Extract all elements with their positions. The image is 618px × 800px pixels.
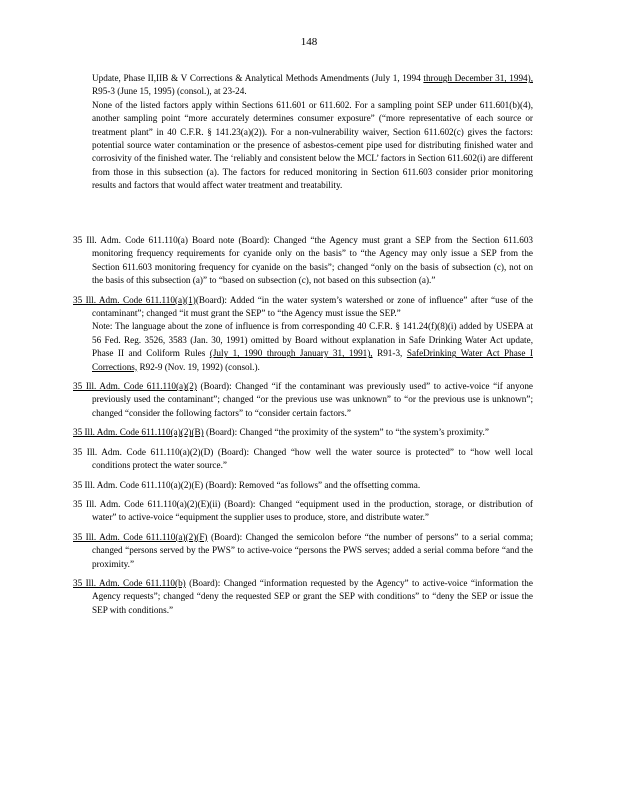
entry-cite: 35 Ill. Adm. Code 611.110(b) bbox=[73, 577, 186, 588]
entry-1 bbox=[73, 294, 533, 321]
intro-underlined-dates: through December 31, 1994), bbox=[423, 73, 533, 83]
entry-2 bbox=[73, 380, 533, 420]
intro-text-a: Update, Phase II,IIB & V Corrections & Analytical Methods Amendments (July 1, 1994 bbox=[92, 73, 424, 83]
entry-cite: 35 Ill. Adm. Code 611.110(a)(2)(B) bbox=[73, 427, 204, 438]
entry-text: (Board): Added “in the water system’s watershed or zone of influence” after “use of the contaminant”; changed “it must grant the SEP” to “the Agency must issue the SEP.” bbox=[92, 294, 533, 319]
entry-0 bbox=[73, 234, 533, 288]
entry-cite: 35 Ill. Adm. Code 611.110(a)(1) bbox=[73, 294, 196, 305]
entry-cite: 35 Ill. Adm. Code 611.110(a)(2)(E) bbox=[73, 479, 204, 490]
note-underlined: (July 1, 1990 through January 31, 1991), bbox=[209, 348, 373, 359]
entry-text: Changed “the Agency must grant a SEP from the Section 611.603 monitoring frequency requirements for cyanide only on the basis” to “the Agency may only issue a SEP from the Section 611.603 monitoring frequency for cyanide on the basis”; changed “only on the basis of subsection (c), not on the basis of this subsection (a)” to “based on subsection (c), not based on this subsection (a).” bbox=[92, 235, 534, 286]
note-text-b: R91-3, bbox=[372, 348, 407, 359]
page-number: 148 bbox=[300, 36, 318, 48]
entry-text: (Board): Changed “equipment used in the production, storage, or distribution of water” to active-voice “equipment the supplier uses to produce, store, and distribute water.” bbox=[92, 498, 533, 523]
entry-cite: 35 Ill. Adm. Code 611.110(a)(2)(F) bbox=[73, 531, 208, 542]
entry-text: (Board): Removed “as follows” and the offsetting comma. bbox=[203, 479, 421, 490]
intro-body: None of the listed factors apply within Sections 611.601 or 611.602. For a sampling point SEP under 611.601(b)(4), another sampling point “more accurately determines consumer exposure” (“more representative of each source or treatment plant” in 40 C.F.R. § 141.23(a)(2)). For a non-vulnerability waiver, Section 611.602(c) gives the factors: potential source water contamination or the presence of asbestos-cement pipe used for distributing finished water and corrosivity of the finished water. The ‘reliably and consistent below the MCL’ factors in Section 611.602(i) are different from those in this subsection (a). The factors for reduced monitoring in Section 611.603 consider prior monitoring results and factors that would affect water treatment and treatability. bbox=[92, 99, 533, 191]
entry-5 bbox=[73, 479, 533, 492]
entry-7 bbox=[73, 531, 533, 571]
entry-1-note bbox=[73, 320, 533, 374]
entry-cite: 35 Ill. Adm. Code 611.110(a)(2)(E)(ii) bbox=[73, 498, 221, 509]
entry-text: (Board): Changed “information requested by the Agency” to active-voice “information the Agency requests”; changed “deny the requested SEP or grant the SEP with conditions” to “deny the SEP or issue the SEP with conditions.” bbox=[92, 577, 533, 615]
note-text-c: R92-9 (Nov. 19, 1992) (consol.). bbox=[137, 361, 260, 372]
note-underlined-2: SafeDrinking Water Act Phase I Corrections, bbox=[92, 348, 533, 372]
entry-list bbox=[73, 234, 533, 617]
entry-text: (Board): Changed “the proximity of the system” to “the system’s proximity.” bbox=[203, 427, 489, 438]
entry-8 bbox=[73, 577, 533, 617]
entry-6 bbox=[73, 498, 533, 525]
entry-cite: 35 Ill. Adm. Code 611.110(a)(2) bbox=[73, 381, 197, 392]
entry-cite: 35 Ill. Adm. Code 611.110(a)(2)(D) bbox=[73, 446, 214, 457]
entry-4 bbox=[73, 446, 533, 473]
note-text: Note: The language about the zone of influence is from corresponding 40 C.F.R. § 141.24(f)(8)(i) added by USEPA at 56 Fed. Reg. 3526, 3583 (Jan. 30, 1991) omitted by Board without explanation in Safe Drinking Water Act update, Phase II and Coliform Rules bbox=[92, 321, 533, 359]
entry-text: (Board): Changed “if the contaminant was previously used” to active-voice “if anyone previously used the contaminant”; changed “or the previous use was unknown” to “or the previous use is unknown”; changed “consider the following factors” to “consider certain factors.” bbox=[92, 381, 534, 418]
intro-text-b: R95-3 (June 15, 1995) (consol.), at 23-24. bbox=[92, 86, 247, 97]
entry-text: (Board): Changed “how well the water source is protected” to “how well local conditions protect the water source.” bbox=[92, 446, 533, 471]
intro-paragraph bbox=[73, 72, 533, 193]
entry-3 bbox=[73, 426, 533, 439]
entry-cite: 35 Ill. Adm. Code 611.110(a) Board note (Board): bbox=[73, 235, 270, 245]
intro-line-1 bbox=[73, 72, 533, 99]
entry-text: (Board): Changed the semicolon before “the number of persons” to a serial comma; changed “persons served by the PWS” to active-voice “persons the PWS serves; added a serial comma before “and the proximity.” bbox=[92, 531, 533, 569]
